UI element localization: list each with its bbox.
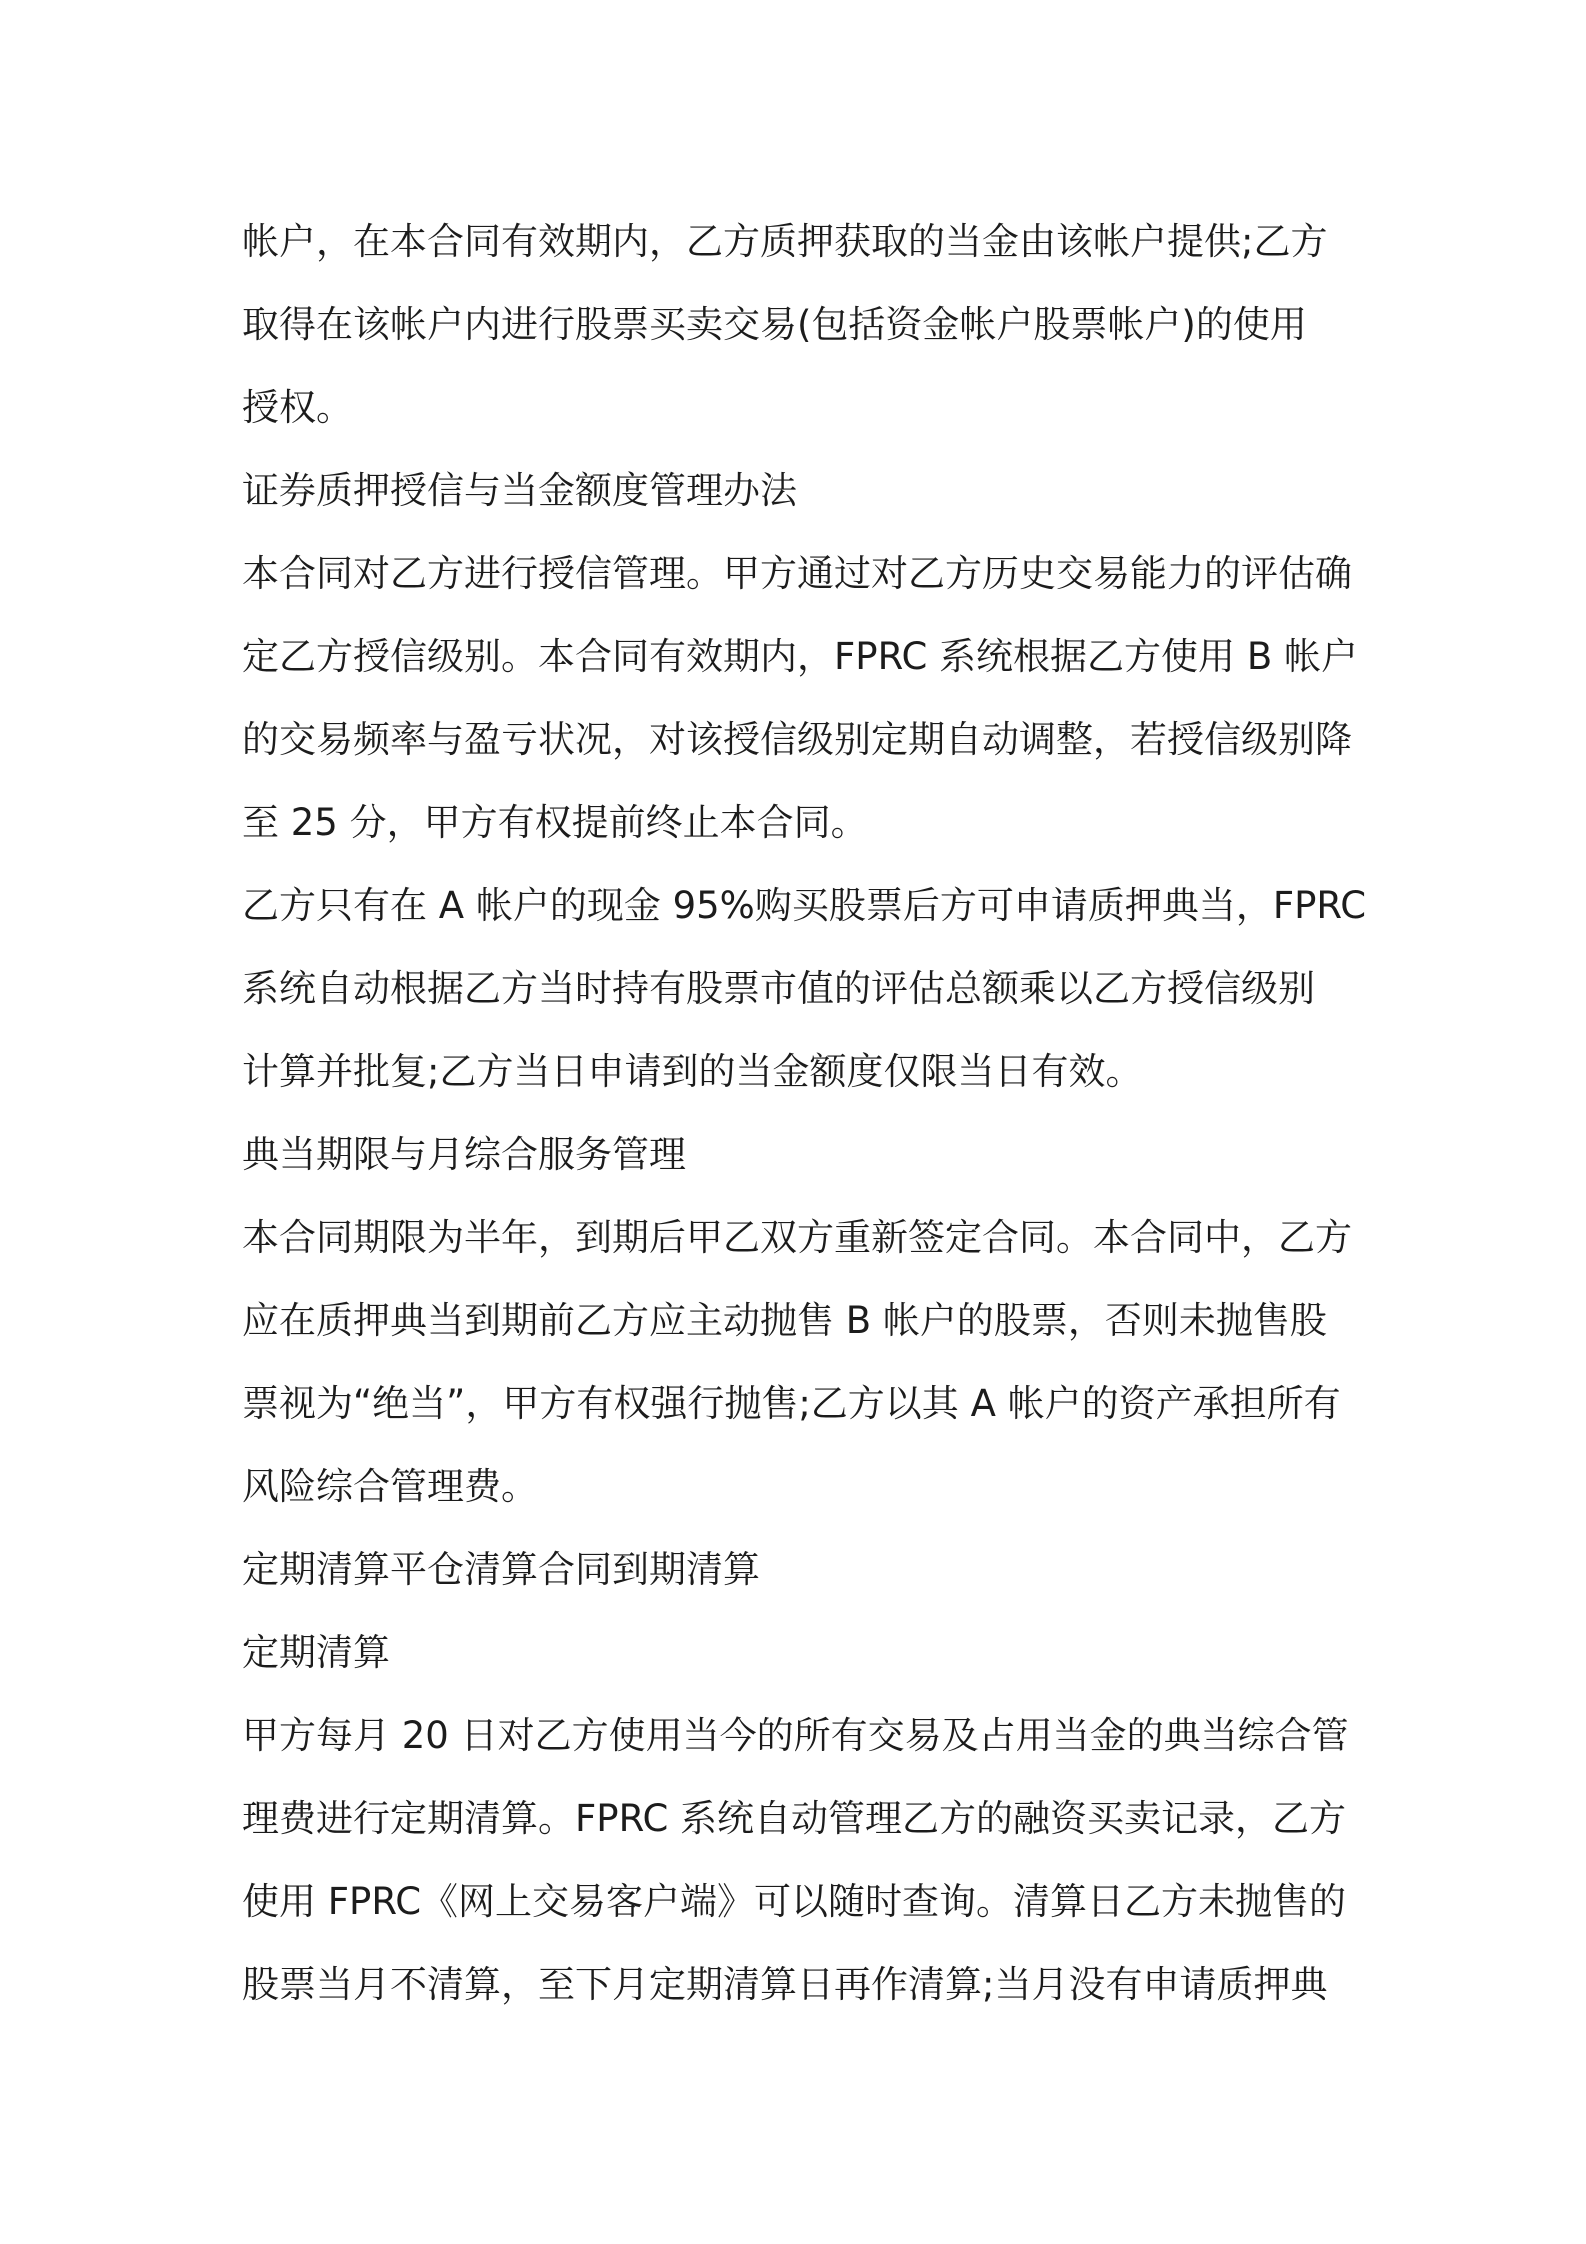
text-line: 计算并批复;乙方当日申请到的当金额度仅限当日有效。 [242, 1050, 1143, 1093]
section-heading: 定期清算平仓清算合同到期清算 [242, 1548, 760, 1591]
section-heading: 证券质押授信与当金额度管理办法 [242, 469, 797, 512]
text-line: 应在质押典当到期前乙方应主动抛售 B 帐户的股票，否则未抛售股 [242, 1299, 1327, 1342]
section-heading: 典当期限与月综合服务管理 [242, 1133, 686, 1176]
text-line: 股票当月不清算，至下月定期清算日再作清算;当月没有申请质押典 [242, 1963, 1328, 2006]
text-line: 授权。 [242, 386, 353, 429]
text-line: 本合同期限为半年，到期后甲乙双方重新签定合同。本合同中，乙方 [242, 1216, 1352, 1259]
text-line: 帐户，在本合同有效期内，乙方质押获取的当金由该帐户提供;乙方 [242, 220, 1328, 263]
text-line: 至 25 分，甲方有权提前终止本合同。 [242, 801, 868, 844]
text-line: 使用 FPRC《网上交易客户端》可以随时查询。清算日乙方未抛售的 [242, 1880, 1347, 1923]
text-line: 定乙方授信级别。本合同有效期内，FPRC 系统根据乙方使用 B 帐户 [242, 635, 1358, 678]
text-line: 乙方只有在 A 帐户的现金 95%购买股票后方可申请质押典当，FPRC [242, 884, 1367, 927]
text-line: 取得在该帐户内进行股票买卖交易(包括资金帐户股票帐户)的使用 [242, 303, 1307, 346]
text-line: 甲方每月 20 日对乙方使用当今的所有交易及占用当金的典当综合管 [242, 1714, 1349, 1757]
text-line: 风险综合管理费。 [242, 1465, 538, 1508]
document-body [242, 200, 1372, 2026]
text-line: 本合同对乙方进行授信管理。甲方通过对乙方历史交易能力的评估确 [242, 552, 1352, 595]
text-line: 票视为“绝当”，甲方有权强行抛售;乙方以其 A 帐户的资产承担所有 [242, 1382, 1341, 1425]
text-line: 的交易频率与盈亏状况，对该授信级别定期自动调整，若授信级别降 [242, 718, 1352, 761]
text-line: 理费进行定期清算。FPRC 系统自动管理乙方的融资买卖记录，乙方 [242, 1797, 1347, 1840]
subsection-heading: 定期清算 [242, 1631, 390, 1674]
text-line: 系统自动根据乙方当时持有股票市值的评估总额乘以乙方授信级别 [242, 967, 1315, 1010]
